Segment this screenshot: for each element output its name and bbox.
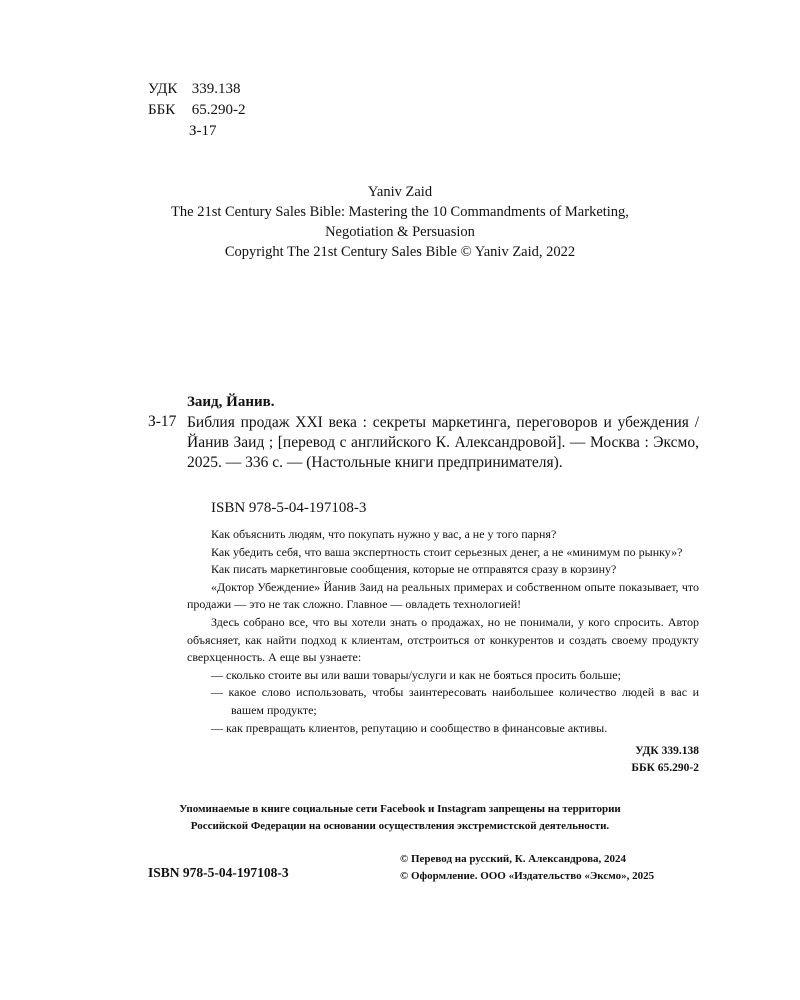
- annotation-paragraph: Как объяснить людям, что покупать нужно у вас, а не у того парня?: [211, 527, 557, 541]
- original-author: Yaniv Zaid: [367, 184, 433, 200]
- list-item: — сколько стоите вы или ваши товары/услуги и как не бояться просить больше;: [211, 667, 621, 682]
- bbk-row: [148, 100, 246, 121]
- annotation-paragraph: «Доктор Убеждение» Йанив Заид на реальных примерах и собственном опыте показывает, что продажи — это не так сложно. Главное — овладеть технологией!: [187, 579, 699, 612]
- list-item: — какое слово использовать, чтобы заинтересовать наибольшее количество людей в вас и вашем продукте;: [211, 685, 699, 717]
- original-title-line2: Negotiation & Persuasion: [325, 224, 475, 240]
- legal-notice-line2: Российской Федерации на основании осуществления экстремистской деятельности.: [190, 820, 610, 832]
- original-edition-info: [150, 182, 650, 262]
- copyright-translation: © Перевод на русский, К. Александрова, 2024: [400, 853, 627, 865]
- original-title-line1: The 21st Century Sales Bible: Mastering the 10 Commandments of Marketing,: [171, 204, 629, 220]
- bibliographic-description: Библия продаж XXI века : секреты маркетинга, переговоров и убеждения / Йанив Заид ; [перевод с английского К. Александровой]. — Москва : Эксмо, 2025. — 336 с. — (Настольные книги предпринимателя).: [187, 414, 699, 471]
- udk-row: [148, 79, 246, 100]
- annotation: [187, 526, 699, 737]
- bbk-label: ББК: [148, 102, 176, 118]
- legal-notice: [150, 801, 650, 835]
- classification-codes: [148, 79, 246, 142]
- bbk-value: 65.290-2: [191, 102, 246, 118]
- footer-copyrights: [400, 851, 654, 885]
- annotation-paragraph: Как писать маркетинговые сообщения, которые не отправятся сразу в корзину?: [211, 562, 617, 577]
- legal-notice-line1: Упоминаемые в книге социальные сети Facebook и Instagram запрещены на территории: [179, 803, 621, 815]
- udk-value: 339.138: [191, 81, 241, 97]
- udk-label: УДК: [148, 81, 178, 97]
- footer-isbn: ISBN 978-5-04-197108-3: [148, 865, 289, 880]
- classification-codes-bottom: [580, 743, 699, 777]
- annotation-list: [187, 667, 699, 737]
- record-isbn: ISBN 978-5-04-197108-3: [211, 500, 367, 516]
- bbk-bottom: ББК 65.290-2: [631, 762, 699, 774]
- record-author-heading: Заид, Йанив.: [187, 394, 275, 410]
- annotation-paragraph: Здесь собрано все, что вы хотели знать о продажах, но не понимали, у кого спросить. Автор объясняет, как найти подход к клиентам, отстроиться от конкурентов и создать своему продукту сверхценность. А еще вы узнаете:: [187, 614, 699, 665]
- author-mark-top: З-17: [189, 123, 217, 139]
- original-copyright: Copyright The 21st Century Sales Bible © Yaniv Zaid, 2022: [224, 244, 576, 260]
- udk-bottom: УДК 339.138: [635, 745, 699, 757]
- list-item: — как превращать клиентов, репутацию и сообщество в финансовые активы.: [211, 720, 608, 735]
- annotation-paragraph: Как убедить себя, что ваша экспертность стоит серьезных денег, а не «минимум по рынку»?: [211, 544, 683, 559]
- record-author-mark: З-17: [148, 413, 177, 430]
- copyright-design: © Оформление. ООО «Издательство «Эксмо», 2025: [400, 870, 655, 882]
